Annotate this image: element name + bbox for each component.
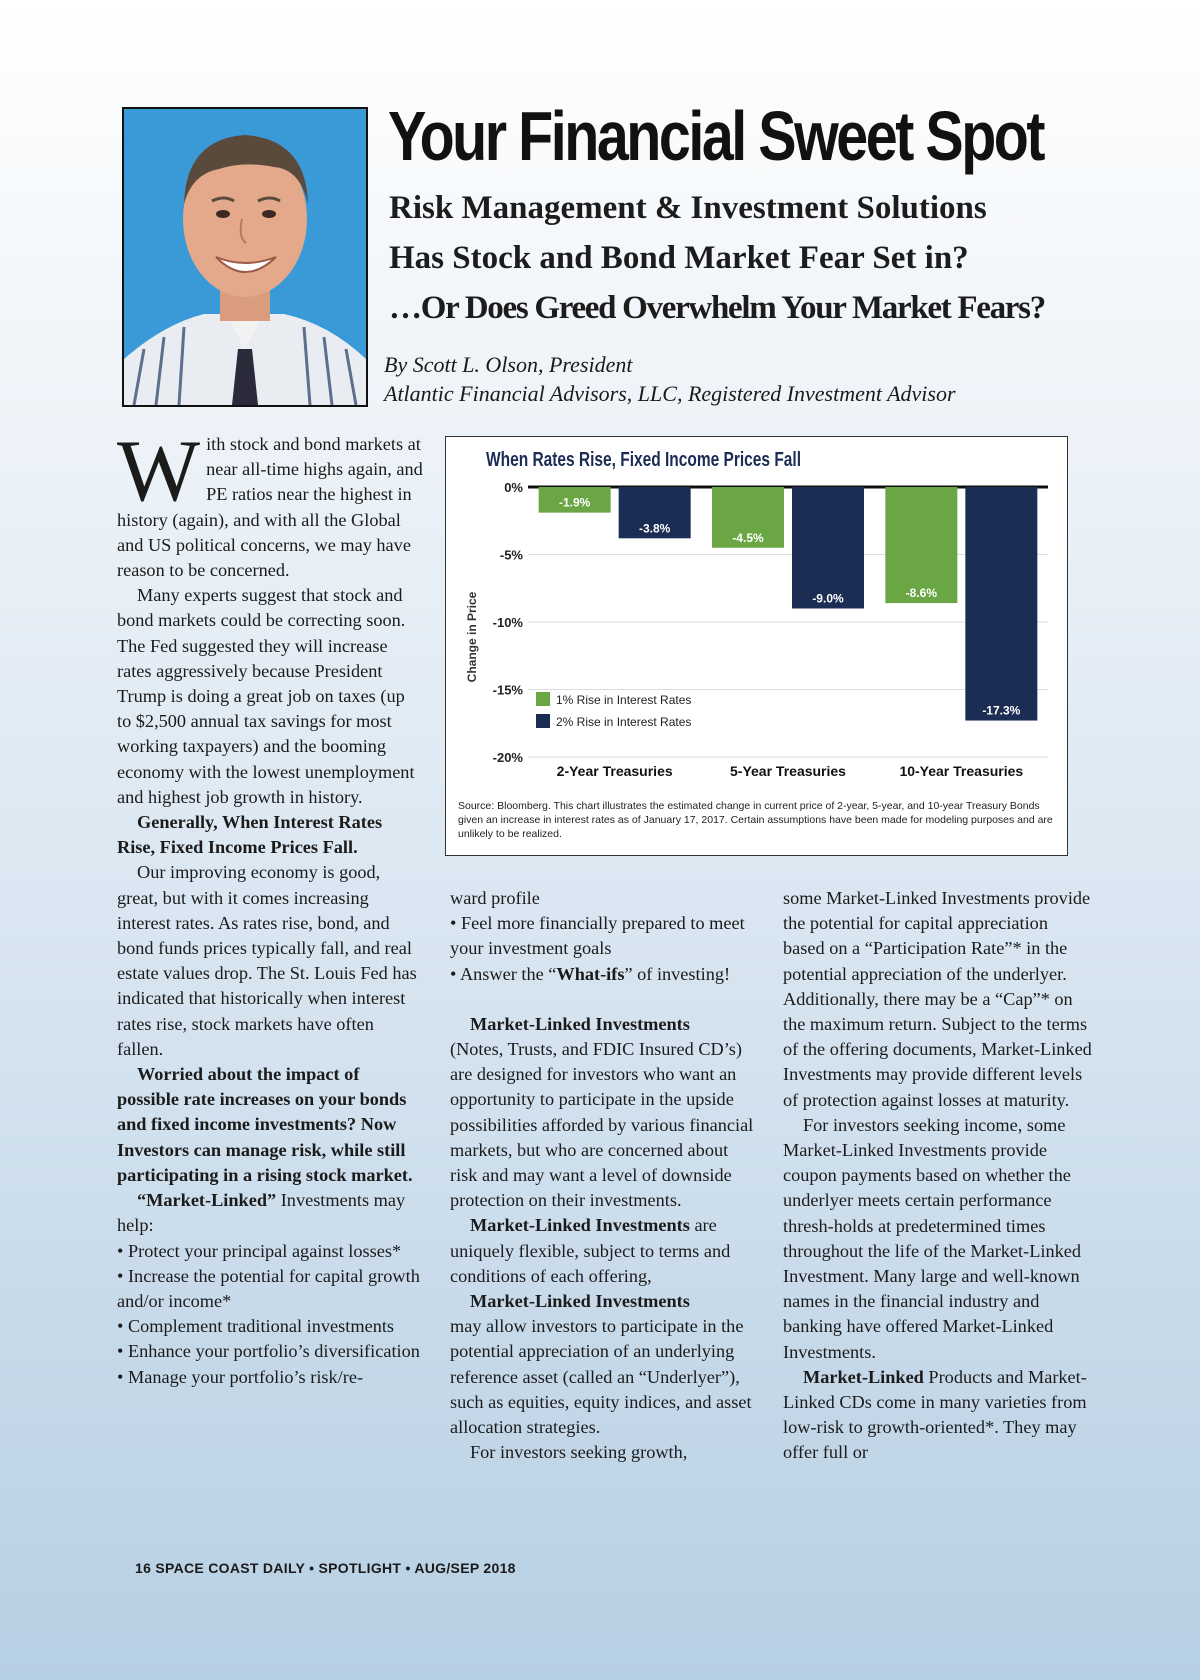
paragraph: may allow investors to participate in the potential appreciation of an underlying reference asset (called an “Underlyer”), such as equities, equity indices, and asset allocation strategies.	[450, 1316, 752, 1438]
paragraph: some Market-Linked Investments provide the potential for capital appreciation based on a “Participation Rate”* in the potential appreciation of the underlyer. Additionally, there may be a “Cap”* on the maximum return. Subject to the terms of the offering documents, Market-Linked Investments may provide different levels of protection against losses at maturity.	[783, 888, 1092, 1110]
bar	[792, 487, 864, 609]
legend-swatch	[536, 692, 550, 706]
y-tick-label: -10%	[492, 615, 523, 630]
byline-company: Atlantic Financial Advisors, LLC, Registered Investment Advisor	[384, 381, 956, 406]
paragraph: For investors seeking growth,	[470, 1442, 688, 1463]
paragraph: Market-Linked Products and Market-Linked CDs come in many varieties from low-risk to growth-oriented*. They may offer full or	[783, 1366, 1087, 1463]
y-tick-label: -5%	[499, 547, 523, 563]
bullet-item: • Manage your portfolio’s risk/re-	[117, 1366, 364, 1387]
article-subtitle-3: …Or Does Greed Overwhelm Your Market Fears?	[389, 290, 1045, 326]
article-subtitle-2: Has Stock and Bond Market Fear Set in?	[389, 240, 969, 276]
bullet-item: • Increase the potential for capital growth and/or income*	[117, 1265, 420, 1311]
article-title: Your Financial Sweet Spot	[388, 97, 1044, 175]
legend-swatch	[536, 714, 550, 728]
paragraph: ward profile	[450, 888, 540, 908]
y-tick-label: -15%	[492, 682, 523, 698]
chart-source-note: Source: Bloomberg. This chart illustrates the estimated change in current price of 2-year, 5-year, and 10-year Treasury Bonds given an increase in interest rates as of January 17, 2017. Certain assumptions have been made for modeling purposes and are unlikely to be realized.	[458, 800, 1053, 840]
y-axis-label: Change in Price	[465, 591, 479, 683]
bullet-item: • Answer the “What-ifs” of investing!	[450, 963, 731, 984]
drop-cap: W	[117, 423, 201, 520]
bullet-item: • Protect your principal against losses*	[117, 1240, 402, 1261]
legend-label: 2% Rise in Interest Rates	[556, 715, 692, 729]
x-category-label: 5-Year Treasuries	[730, 763, 846, 779]
author-photo	[122, 107, 368, 407]
legend-label: 1% Rise in Interest Rates	[556, 693, 692, 707]
article-subtitle-1: Risk Management & Investment Solutions	[389, 190, 987, 226]
chart-title: When Rates Rise, Fixed Income Prices Fall	[486, 449, 801, 471]
subheading: Market-Linked Investments	[470, 1291, 690, 1312]
column-3	[783, 886, 1093, 1466]
paragraph: With stock and bond markets at near all-time highs again, and PE ratios near the highest in history (again), and with all the Global and US political concerns, we may have reason to be concerned.	[117, 423, 423, 581]
bar-value-label: -9.0%	[812, 591, 844, 606]
byline-author: By Scott L. Olson, President	[384, 352, 633, 377]
subheading: Market-Linked Investments	[470, 1013, 690, 1034]
bullet-item: • Feel more financially prepared to meet your investment goals	[450, 913, 745, 959]
y-tick-label: -20%	[492, 750, 523, 765]
bar-value-label: -8.6%	[905, 586, 938, 601]
bullet-item: • Complement traditional investments	[117, 1316, 395, 1337]
chart-canvas	[446, 437, 1069, 797]
rates-chart	[445, 436, 1068, 856]
bar-value-label: -17.3%	[982, 703, 1021, 718]
bar	[965, 487, 1037, 721]
x-category-label: 10-Year Treasuries	[899, 763, 1024, 779]
bullet-item: • Enhance your portfolio’s diversification	[117, 1341, 420, 1362]
y-tick-label: 0%	[504, 480, 523, 495]
x-category-label: 2-Year Treasuries	[556, 763, 673, 779]
paragraph: Our improving economy is good, great, but with it comes increasing interest rates. As rates rise, bond, and bond funds prices typically fall, and real estate values drop. The St. Louis Fed has indicated that historically when interest rates rise, stock markets have often fallen.	[117, 862, 417, 1059]
paragraph: For investors seeking income, some Market-Linked Investments provide coupon payments based on whether the underlyer meets certain performance thresh-holds at predetermined times throughout the life of the Market-Linked Investment. Many large and well-known names in the financial industry and banking have offered Market-Linked Investments.	[783, 1114, 1081, 1362]
bar-value-label: -1.9%	[558, 495, 591, 510]
paragraph: Market-Linked Investments are uniquely flexible, subject to terms and conditions of each offering,	[450, 1215, 731, 1286]
subheading: Generally, When Interest Rates Rise, Fixed Income Prices Fall.	[117, 812, 383, 858]
paragraph: Many experts suggest that stock and bond markets could be correcting soon. The Fed suggested they will increase rates aggressively because President Trump is doing a great job on taxes (up to $2,500 annual tax savings for most working taxpayers) and the booming economy with the lowest unemployment and highest job growth in history.	[117, 585, 415, 807]
column-1	[117, 423, 423, 1390]
paragraph: (Notes, Trusts, and FDIC Insured CD’s) are designed for investors who want an opportunity to participate in the upside possibilities afforded by various financial markets, but who are concerned about risk and may want a level of downside protection on their investments.	[450, 1039, 754, 1211]
bar-value-label: -4.5%	[732, 530, 764, 545]
subheading: Worried about the impact of possible rate increases on your bonds and fixed income investments? Now Investors can manage risk, while still participating in a rising stock market.	[117, 1064, 413, 1185]
page-footer: 16 SPACE COAST DAILY • SPOTLIGHT • AUG/SEP 2018	[135, 1560, 516, 1576]
column-2	[450, 886, 760, 1465]
paragraph: “Market-Linked” Investments may help:	[117, 1190, 406, 1236]
author-portrait	[124, 109, 366, 405]
bar-value-label: -3.8%	[638, 521, 671, 536]
